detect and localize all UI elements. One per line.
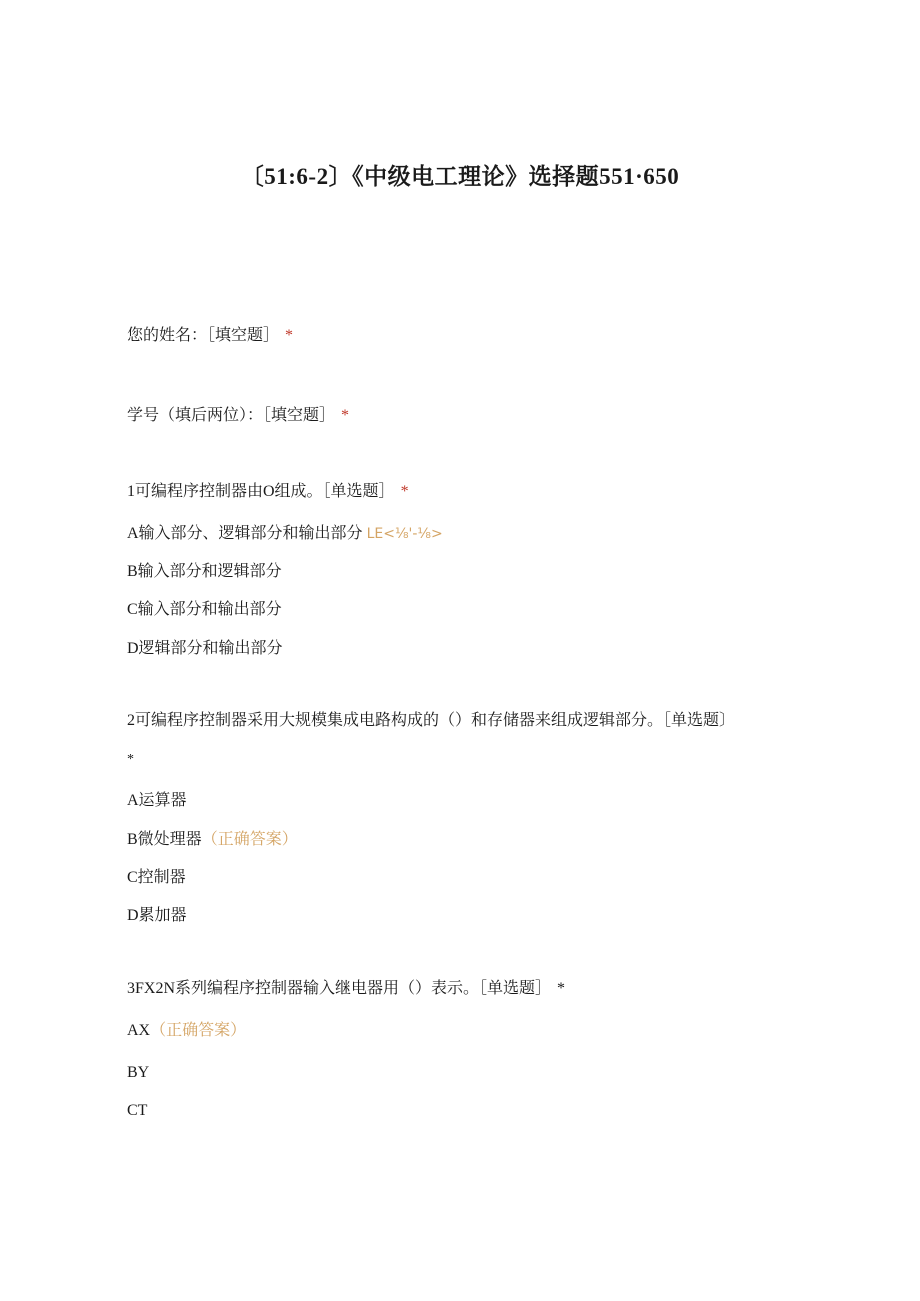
correct-answer-mark: （正确答案）	[150, 1022, 247, 1039]
question-2-option-b[interactable]	[127, 830, 298, 850]
required-asterisk: *	[127, 752, 134, 767]
page-title: 〔51:6-2〕《中级电工理论》选择题551·650	[240, 164, 680, 189]
question-3-text	[127, 979, 565, 999]
question-2-option-a[interactable]	[127, 791, 187, 811]
question-1-option-b[interactable]	[127, 562, 282, 582]
question-2-option-d[interactable]	[127, 906, 187, 926]
required-asterisk: *	[285, 327, 294, 344]
question-3-option-b[interactable]	[127, 1063, 149, 1083]
question-2-option-c[interactable]	[127, 868, 186, 888]
option-label: AX	[127, 1022, 151, 1039]
option-label: A运算器	[127, 792, 187, 809]
option-label: C控制器	[127, 869, 186, 886]
question-3-stem: 3FX2N系列编程序控制器输入继电器用（）表示。［单选题］	[127, 980, 552, 997]
question-3-option-a[interactable]	[127, 1021, 246, 1041]
question-2-required	[127, 750, 134, 770]
option-label: B输入部分和逻辑部分	[127, 563, 282, 580]
required-asterisk: *	[341, 407, 350, 424]
question-2-stem: 2可编程序控制器采用大规模集成电路构成的（）和存储器来组成逻辑部分。［单选题〕	[127, 712, 736, 729]
correct-answer-mark: （正确答案）	[201, 831, 298, 848]
question-1-stem: 1可编程序控制器由O组成。［单选题］	[127, 483, 395, 500]
option-label: C输入部分和输出部分	[127, 601, 282, 618]
required-asterisk: *	[557, 980, 566, 997]
student-id-field-label	[127, 406, 349, 426]
question-3-option-c[interactable]	[127, 1101, 147, 1121]
question-2-text	[127, 711, 735, 731]
name-field-label	[127, 326, 293, 346]
question-1-option-a[interactable]	[127, 524, 443, 544]
student-id-field-text: 学号（填后两位）：［填空题］	[127, 407, 336, 424]
question-1-text	[127, 482, 409, 502]
required-asterisk: *	[400, 483, 409, 500]
option-label: D累加器	[127, 907, 187, 924]
question-1-option-c[interactable]	[127, 600, 282, 620]
answer-mark: LE<⅛'-⅛>	[366, 526, 443, 542]
option-label: BY	[127, 1064, 150, 1081]
option-label: D逻辑部分和输出部分	[127, 640, 283, 657]
question-1-option-d[interactable]	[127, 639, 283, 659]
option-label: CT	[127, 1102, 148, 1119]
name-field-text: 您的姓名：［填空题］	[127, 327, 280, 344]
option-label: A输入部分、逻辑部分和输出部分	[127, 525, 363, 542]
option-label: B微处理器	[127, 831, 202, 848]
